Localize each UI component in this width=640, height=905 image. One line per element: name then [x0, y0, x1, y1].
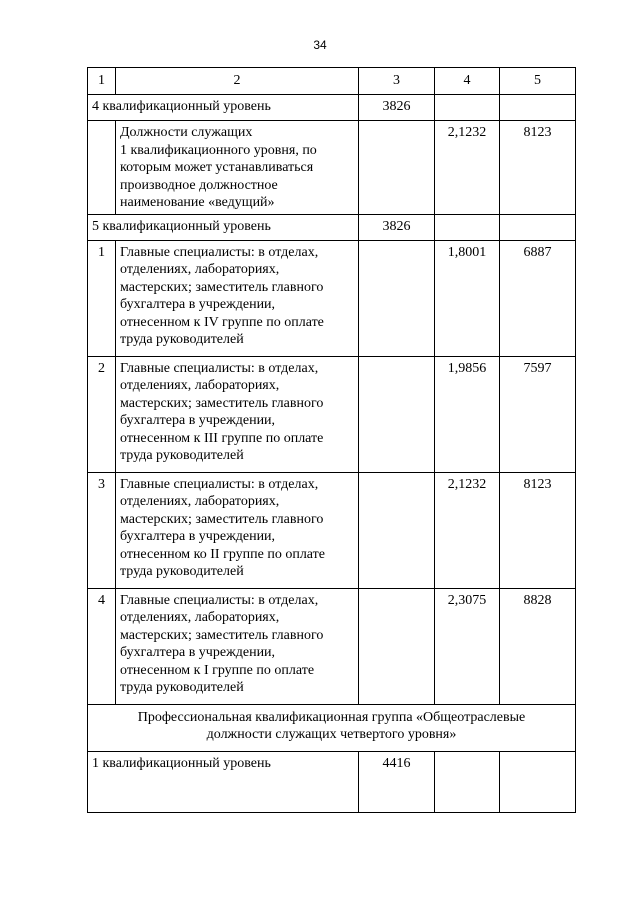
- base-salary: 3826: [359, 214, 435, 240]
- empty-cell: [435, 95, 500, 121]
- table-row: [88, 240, 576, 356]
- header-cell-3: 3: [359, 68, 435, 95]
- salary: 8123: [500, 472, 576, 588]
- table-row: [88, 472, 576, 588]
- header-cell-5: 5: [500, 68, 576, 95]
- salary: 8123: [500, 121, 576, 215]
- header-cell-2: 2: [116, 68, 359, 95]
- level-label: 5 квалификационный уровень: [88, 214, 359, 240]
- empty-cell: [359, 356, 435, 472]
- empty-cell: [359, 472, 435, 588]
- header-cell-1: 1: [88, 68, 116, 95]
- level-row: [88, 751, 576, 812]
- position-title: Главные специалисты: в отделах, отделениях, лабораториях, мастерских; заместитель главного бухгалтера в учреждении, отнесенном к IV группе по оплате труда руководителей: [116, 240, 359, 356]
- position-title: Главные специалисты: в отделах, отделениях, лабораториях, мастерских; заместитель главного бухгалтера в учреждении, отнесенном к III группе по оплате труда руководителей: [116, 356, 359, 472]
- empty-cell: [359, 588, 435, 704]
- empty-cell: [359, 121, 435, 215]
- row-number: 4: [88, 588, 116, 704]
- coefficient: 1,9856: [435, 356, 500, 472]
- header-cell-4: 4: [435, 68, 500, 95]
- coefficient: 2,1232: [435, 472, 500, 588]
- level-label: 1 квалификационный уровень: [88, 751, 359, 812]
- group-title: Профессиональная квалификационная группа «Общеотраслевые должности служащих четвертого уровня»: [88, 704, 576, 751]
- level-row: [88, 214, 576, 240]
- salary-table: [87, 67, 576, 813]
- page-number: 34: [313, 38, 327, 52]
- row-number: 3: [88, 472, 116, 588]
- row-number: 2: [88, 356, 116, 472]
- position-title: Главные специалисты: в отделах, отделениях, лабораториях, мастерских; заместитель главного бухгалтера в учреждении, отнесенном к I группе по оплате труда руководителей: [116, 588, 359, 704]
- empty-cell: [500, 95, 576, 121]
- position-title: Должности служащих 1 квалификационного уровня, по которым может устанавливаться производное должностное наименование «ведущий»: [116, 121, 359, 215]
- empty-cell: [359, 240, 435, 356]
- level-row: [88, 95, 576, 121]
- salary: 7597: [500, 356, 576, 472]
- table-row: [88, 121, 576, 215]
- table-header-row: [88, 68, 576, 95]
- coefficient: 2,1232: [435, 121, 500, 215]
- table-row: [88, 588, 576, 704]
- table-row: [88, 356, 576, 472]
- empty-cell: [435, 214, 500, 240]
- empty-cell: [500, 214, 576, 240]
- base-salary: 3826: [359, 95, 435, 121]
- row-number: 1: [88, 240, 116, 356]
- empty-cell: [500, 751, 576, 812]
- empty-cell: [435, 751, 500, 812]
- level-label: 4 квалификационный уровень: [88, 95, 359, 121]
- group-heading-row: [88, 704, 576, 751]
- salary: 8828: [500, 588, 576, 704]
- position-title: Главные специалисты: в отделах, отделениях, лабораториях, мастерских; заместитель главного бухгалтера в учреждении, отнесенном ко II группе по оплате труда руководителей: [116, 472, 359, 588]
- salary: 6887: [500, 240, 576, 356]
- row-number: [88, 121, 116, 215]
- coefficient: 2,3075: [435, 588, 500, 704]
- base-salary: 4416: [359, 751, 435, 812]
- coefficient: 1,8001: [435, 240, 500, 356]
